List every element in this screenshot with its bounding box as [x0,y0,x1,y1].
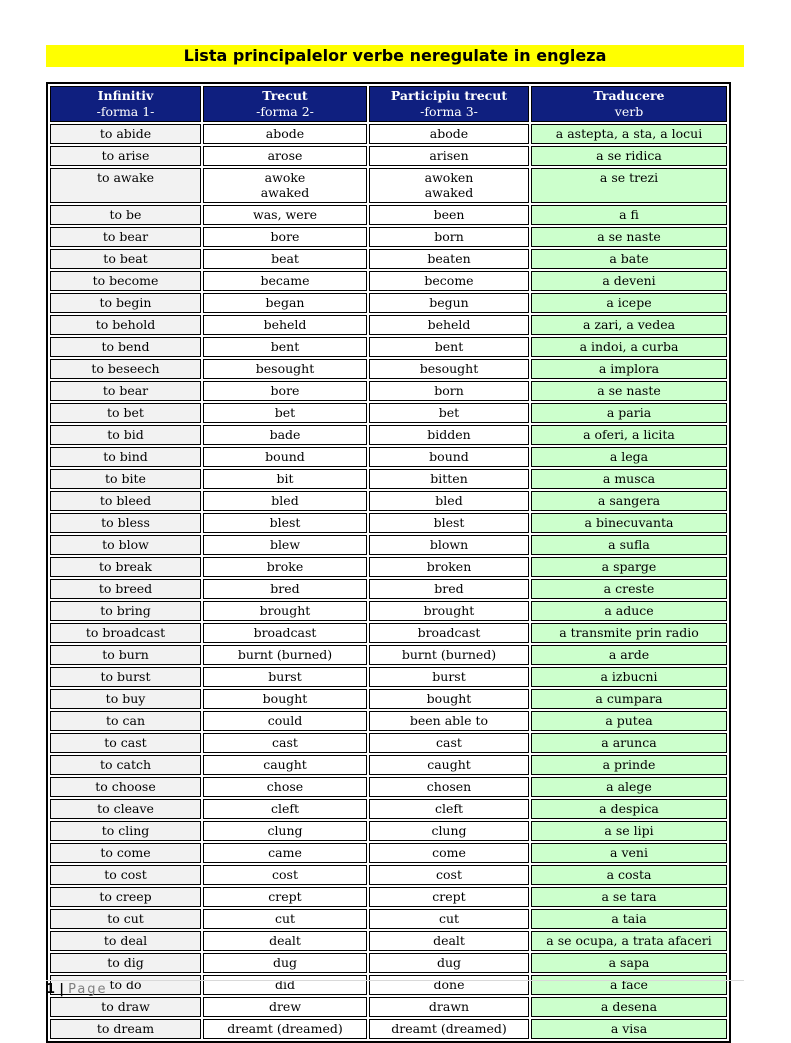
past-cell: began [203,293,367,313]
past-participle-cell: bled [369,491,529,511]
infinitive-cell: to arise [50,146,201,166]
past-cell: cost [203,865,367,885]
table-row [50,249,727,269]
table-row [50,557,727,577]
past-cell: became [203,271,367,291]
translation-cell: a sufla [531,535,727,555]
past-cell: chose [203,777,367,797]
past-cell: drew [203,997,367,1017]
infinitive-cell: to break [50,557,201,577]
past-participle-cell: come [369,843,529,863]
translation-cell: a bate [531,249,727,269]
translation-cell: a cumpara [531,689,727,709]
table-row [50,168,727,203]
infinitive-cell: to abide [50,124,201,144]
past-cell: clung [203,821,367,841]
table-body [50,124,727,1039]
past-cell: bit [203,469,367,489]
translation-cell: a visa [531,1019,727,1039]
translation-cell: a se tara [531,887,727,907]
past-cell: cast [203,733,367,753]
past-participle-cell: bound [369,447,529,467]
header-past-participle [369,86,529,122]
past-cell: dug [203,953,367,973]
table-row [50,425,727,445]
header-label: Trecut [262,88,308,103]
past-participle-cell: born [369,381,529,401]
table-row [50,124,727,144]
table-header-row [50,86,727,122]
past-participle-cell: become [369,271,529,291]
page-footer [46,980,744,998]
translation-cell: a taia [531,909,727,929]
table-row [50,733,727,753]
past-cell: bent [203,337,367,357]
past-cell: bore [203,381,367,401]
translation-cell: a binecuvanta [531,513,727,533]
translation-cell: a deveni [531,271,727,291]
past-participle-cell: dealt [369,931,529,951]
table-row [50,667,727,687]
translation-cell: a desena [531,997,727,1017]
table-row [50,469,727,489]
past-cell: caught [203,755,367,775]
translation-cell: a alege [531,777,727,797]
past-cell: awoke awaked [203,168,367,203]
header-infinitive [50,86,201,122]
infinitive-cell: to cut [50,909,201,929]
header-label: Participiu trecut [390,88,508,103]
past-cell: besought [203,359,367,379]
past-cell: bred [203,579,367,599]
infinitive-cell: to creep [50,887,201,907]
header-sublabel: -forma 3- [420,104,478,119]
table-row [50,315,727,335]
past-cell: blew [203,535,367,555]
infinitive-cell: to cleave [50,799,201,819]
table-row [50,447,727,467]
past-cell: broadcast [203,623,367,643]
past-cell: bound [203,447,367,467]
translation-cell: a sangera [531,491,727,511]
past-cell: cleft [203,799,367,819]
table-row [50,337,727,357]
table-row [50,799,727,819]
past-participle-cell: clung [369,821,529,841]
translation-cell: a creste [531,579,727,599]
translation-cell: a prinde [531,755,727,775]
header-label: Infinitiv [97,88,154,103]
translation-cell: a aduce [531,601,727,621]
table-row [50,271,727,291]
header-label: Traducere [593,88,665,103]
table-row [50,1019,727,1039]
past-participle-cell: bitten [369,469,529,489]
table-row [50,579,727,599]
translation-cell: a arunca [531,733,727,753]
infinitive-cell: to become [50,271,201,291]
header-sublabel: -forma 2- [256,104,314,119]
translation-cell: a izbucni [531,667,727,687]
table-row [50,513,727,533]
past-cell: bought [203,689,367,709]
infinitive-cell: to bend [50,337,201,357]
translation-cell: a costa [531,865,727,885]
header-sublabel: verb [614,104,644,119]
infinitive-cell: to be [50,205,201,225]
infinitive-cell: to awake [50,168,201,203]
infinitive-cell: to do [50,975,201,995]
infinitive-cell: to bless [50,513,201,533]
infinitive-cell: to can [50,711,201,731]
past-cell: burnt (burned) [203,645,367,665]
translation-cell: a indoi, a curba [531,337,727,357]
infinitive-cell: to bind [50,447,201,467]
past-participle-cell: crept [369,887,529,907]
translation-cell: a se ocupa, a trata afaceri [531,931,727,951]
past-participle-cell: bet [369,403,529,423]
infinitive-cell: to catch [50,755,201,775]
past-participle-cell: been [369,205,529,225]
table-row [50,293,727,313]
past-participle-cell: besought [369,359,529,379]
past-participle-cell: bent [369,337,529,357]
header-translation [531,86,727,122]
past-participle-cell: burst [369,667,529,687]
past-participle-cell: brought [369,601,529,621]
past-participle-cell: cost [369,865,529,885]
infinitive-cell: to bite [50,469,201,489]
past-cell: was, were [203,205,367,225]
table-row [50,403,727,423]
translation-cell: a implora [531,359,727,379]
translation-cell: a lega [531,447,727,467]
infinitive-cell: to bet [50,403,201,423]
past-cell: did [203,975,367,995]
past-participle-cell: been able to [369,711,529,731]
table-row [50,146,727,166]
past-participle-cell: dug [369,953,529,973]
past-participle-cell: cleft [369,799,529,819]
past-cell: cut [203,909,367,929]
past-participle-cell: beaten [369,249,529,269]
infinitive-cell: to bring [50,601,201,621]
past-cell: broke [203,557,367,577]
table-row [50,359,727,379]
past-cell: bore [203,227,367,247]
past-cell: bet [203,403,367,423]
translation-cell: a putea [531,711,727,731]
translation-cell: a icepe [531,293,727,313]
translation-cell: a se ridica [531,146,727,166]
infinitive-cell: to begin [50,293,201,313]
infinitive-cell: to deal [50,931,201,951]
translation-cell: a se lipi [531,821,727,841]
past-cell: arose [203,146,367,166]
past-cell: abode [203,124,367,144]
translation-cell: a despica [531,799,727,819]
translation-cell: a face [531,975,727,995]
past-participle-cell: dreamt (dreamed) [369,1019,529,1039]
infinitive-cell: to breed [50,579,201,599]
infinitive-cell: to broadcast [50,623,201,643]
translation-cell: a veni [531,843,727,863]
header-past [203,86,367,122]
past-participle-cell: beheld [369,315,529,335]
table-row [50,909,727,929]
footer-separator: | [59,982,64,997]
table-row [50,997,727,1017]
table-row [50,623,727,643]
table-row [50,777,727,797]
past-cell: beheld [203,315,367,335]
translation-cell: a sparge [531,557,727,577]
translation-cell: a astepta, a sta, a locui [531,124,727,144]
infinitive-cell: to burn [50,645,201,665]
document-title: Lista principalelor verbe neregulate in engleza [46,45,744,67]
past-participle-cell: blest [369,513,529,533]
past-participle-cell: done [369,975,529,995]
table-row [50,887,727,907]
infinitive-cell: to come [50,843,201,863]
infinitive-cell: to behold [50,315,201,335]
past-participle-cell: caught [369,755,529,775]
translation-cell: a se naste [531,381,727,401]
page-number: 1 [46,982,56,997]
table-row [50,601,727,621]
table-row [50,205,727,225]
table-row [50,755,727,775]
infinitive-cell: to cost [50,865,201,885]
table-row [50,843,727,863]
past-cell: came [203,843,367,863]
irregular-verbs-table [46,82,731,1043]
past-participle-cell: chosen [369,777,529,797]
translation-cell: a sapa [531,953,727,973]
infinitive-cell: to cling [50,821,201,841]
past-participle-cell: cast [369,733,529,753]
table-row [50,535,727,555]
past-participle-cell: awoken awaked [369,168,529,203]
past-participle-cell: blown [369,535,529,555]
page-label: Page [68,982,108,997]
infinitive-cell: to bleed [50,491,201,511]
table-row [50,865,727,885]
table-row [50,381,727,401]
infinitive-cell: to draw [50,997,201,1017]
past-cell: dealt [203,931,367,951]
translation-cell: a paria [531,403,727,423]
table-row [50,227,727,247]
translation-cell: a transmite prin radio [531,623,727,643]
past-participle-cell: begun [369,293,529,313]
infinitive-cell: to buy [50,689,201,709]
table-row [50,711,727,731]
translation-cell: a musca [531,469,727,489]
past-participle-cell: arisen [369,146,529,166]
past-participle-cell: drawn [369,997,529,1017]
infinitive-cell: to cast [50,733,201,753]
infinitive-cell: to burst [50,667,201,687]
past-participle-cell: bought [369,689,529,709]
past-cell: brought [203,601,367,621]
table-row [50,953,727,973]
table-row [50,931,727,951]
header-sublabel: -forma 1- [96,104,155,119]
infinitive-cell: to blow [50,535,201,555]
past-participle-cell: born [369,227,529,247]
infinitive-cell: to dream [50,1019,201,1039]
infinitive-cell: to bear [50,381,201,401]
table-row [50,491,727,511]
translation-cell: a se naste [531,227,727,247]
infinitive-cell: to choose [50,777,201,797]
table-row [50,821,727,841]
past-participle-cell: broken [369,557,529,577]
past-cell: could [203,711,367,731]
table-row [50,689,727,709]
translation-cell: a zari, a vedea [531,315,727,335]
infinitive-cell: to bid [50,425,201,445]
past-participle-cell: bred [369,579,529,599]
translation-cell: a oferi, a licita [531,425,727,445]
translation-cell: a fi [531,205,727,225]
past-participle-cell: bidden [369,425,529,445]
infinitive-cell: to beseech [50,359,201,379]
infinitive-cell: to beat [50,249,201,269]
infinitive-cell: to bear [50,227,201,247]
past-cell: beat [203,249,367,269]
past-participle-cell: cut [369,909,529,929]
past-cell: burst [203,667,367,687]
past-cell: dreamt (dreamed) [203,1019,367,1039]
translation-cell: a arde [531,645,727,665]
past-participle-cell: burnt (burned) [369,645,529,665]
past-participle-cell: broadcast [369,623,529,643]
past-cell: blest [203,513,367,533]
table-row [50,645,727,665]
past-cell: bled [203,491,367,511]
past-cell: bade [203,425,367,445]
past-participle-cell: abode [369,124,529,144]
infinitive-cell: to dig [50,953,201,973]
translation-cell: a se trezi [531,168,727,203]
past-cell: crept [203,887,367,907]
